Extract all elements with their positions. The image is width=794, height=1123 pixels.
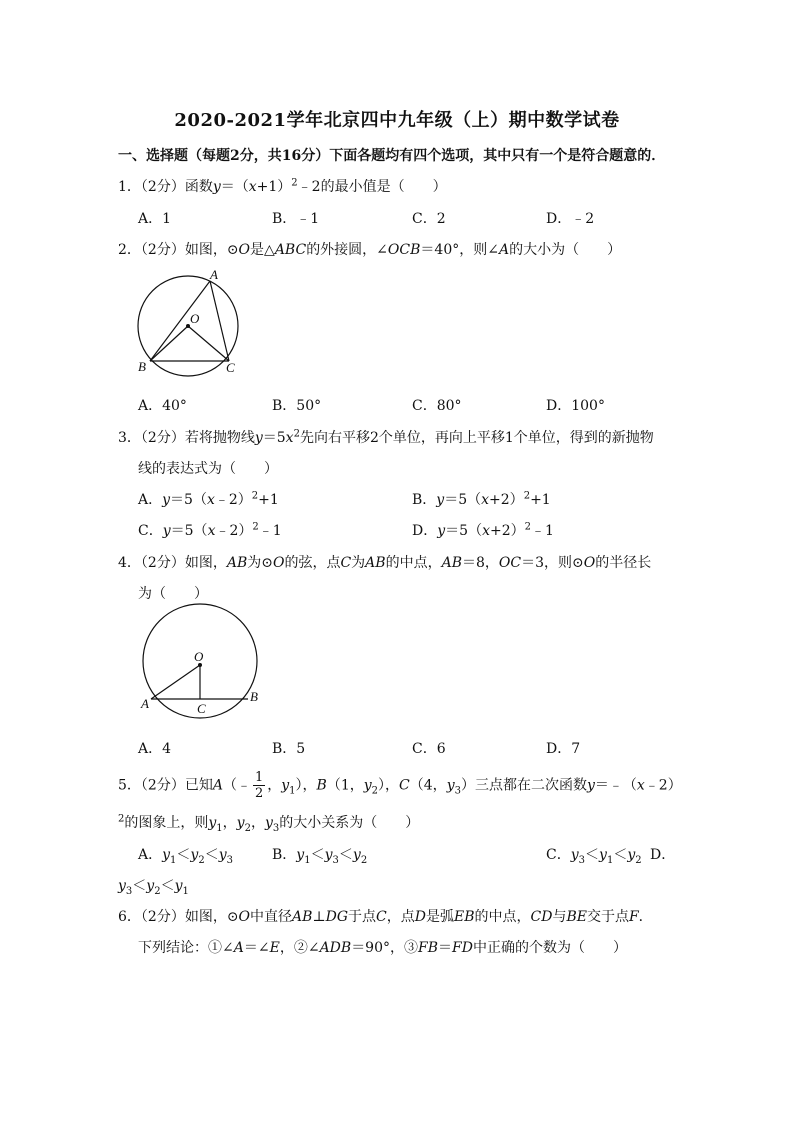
q3-option-d: D．$y=5(x+2)^2﹣1$ (412, 521, 554, 539)
q1-option-a: A．1 (138, 211, 172, 227)
q1-option-b: B．﹣1 (272, 211, 320, 227)
q5-option-b: B．$y_1<y_3<y_2$ (272, 847, 368, 866)
q2-option-d: D．100° (546, 398, 605, 414)
q4-label-o: O (194, 649, 204, 664)
q2-label-b: B (138, 359, 146, 374)
q1-option-c: C．2 (412, 211, 446, 227)
question-4: 4．（2分）如图，AB为⊙O的弦，点C为AB的中点，AB＝8，OC＝3，则⊙O的半径长 (118, 555, 652, 571)
q4-option-b: B．5 (272, 741, 306, 757)
q5-option-d-label: D． (650, 847, 676, 863)
q2-option-a: A．40° (138, 398, 187, 414)
page-title: 2020-2021学年北京四中九年级（上）期中数学试卷 (174, 110, 620, 131)
q5-option-c: C．$y_3<y_1<y_2$ (546, 847, 642, 866)
q4-label-b: B (250, 689, 258, 704)
q2-segment-ob (150, 326, 188, 361)
question-2: 2．（2分）如图，⊙O是△ABC的外接圆，∠OCB＝40°，则∠A的大小为（ ） (118, 242, 622, 258)
q3-option-c: C．y＝5（x﹣2）$^2$﹣1 (138, 521, 282, 539)
question-6-line-2: 下列结论：①∠A＝∠E，②∠ADB＝90°，③FB＝FD中正确的个数为（ ） (138, 940, 627, 956)
section-heading: 一、选择题（每题2分，共16分）下面各题均有四个选项，其中只有一个是符合题意的． (118, 148, 666, 164)
question-4-line-2: 为（ ） (138, 586, 208, 602)
q4-option-d: D．7 (546, 741, 581, 757)
q3-option-a: A．y＝5（x﹣2）$^2$+1 (138, 490, 279, 508)
q2-option-c: C．80° (412, 398, 462, 414)
question-5: 5．（2分）已知A（﹣ $\frac{1}{2}$ ，$y_1$），B（1，$y_2$），C（4，$y_3$）三点都在二次函数y＝﹣（x﹣2） (118, 770, 682, 801)
q2-option-b: B．50° (272, 398, 322, 414)
question-6: 6．（2分）如图，⊙O中直径AB⊥DG于点C，点D是弧EB的中点，CD与BE交于点F． (118, 909, 653, 925)
q5-option-a: A．$y_1<y_2<y_3$ (138, 847, 234, 866)
q4-figure (134, 603, 270, 723)
q4-option-c: C．6 (412, 741, 446, 757)
question-1: 1．（2分）函数$y=(x+1)^2﹣2$的最小值是（ ） (118, 177, 447, 195)
fraction-one-half: $\frac{1}{2}$ (254, 770, 264, 801)
q5-option-d: $y_3<y_2<y_1$ (118, 878, 189, 897)
q2-label-o: O (190, 311, 200, 326)
q4-label-a: A (141, 696, 149, 711)
q1-option-d: D．﹣2 (546, 211, 595, 227)
q2-label-c: C (226, 360, 235, 375)
q4-segment-oa (151, 665, 200, 699)
q2-side-ab (150, 281, 210, 361)
question-5-line-2: $^2$的图象上，则$y_1$，$y_2$，$y_3$的大小关系为（ ） (118, 813, 420, 834)
q4-label-c: C (197, 701, 206, 716)
q4-option-a: A．4 (138, 741, 172, 757)
question-3: 3．（2分）若将抛物线$y=5x^2$先向右平移2个单位，再向上平移1个单位，得到的新抛物 (118, 428, 654, 446)
question-3-line-2: 线的表达式为（ ） (138, 461, 278, 477)
q2-label-a: A (210, 267, 218, 282)
q3-option-b: B．$y=5(x+2)^2+1$ (412, 490, 551, 508)
q2-figure (130, 265, 250, 385)
q2-segment-oc (188, 326, 229, 361)
